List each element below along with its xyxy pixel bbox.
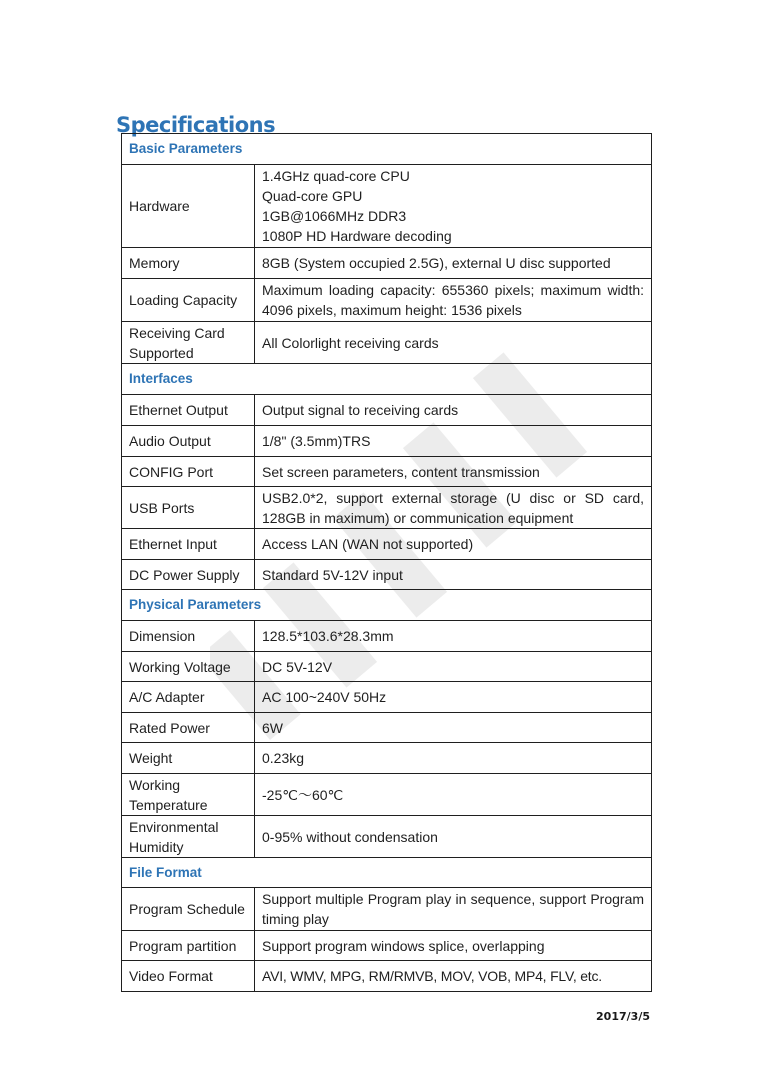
table-row <box>122 248 652 279</box>
page-title: Specifications <box>116 113 276 138</box>
row-label: USB Ports <box>122 487 255 529</box>
row-value: 0-95% without condensation <box>255 816 652 858</box>
section-header-row <box>122 858 652 888</box>
row-value: USB2.0*2, support external storage (U disc or SD card, 128GB in maximum) or communication equipment <box>255 487 652 529</box>
table-row <box>122 652 652 682</box>
section-header-row <box>122 134 652 165</box>
row-label: Audio Output <box>122 426 255 457</box>
section-header-row <box>122 590 652 621</box>
table-row <box>122 816 652 858</box>
row-value: AC 100~240V 50Hz <box>255 682 652 713</box>
table-row <box>122 560 652 590</box>
row-value: All Colorlight receiving cards <box>255 322 652 364</box>
section-title: Basic Parameters <box>122 134 652 165</box>
row-label: CONFIG Port <box>122 457 255 487</box>
row-label: Hardware <box>122 165 255 248</box>
section-title: File Format <box>122 858 652 888</box>
section-title: Physical Parameters <box>122 590 652 621</box>
row-value: 8GB (System occupied 2.5G), external U disc supported <box>255 248 652 279</box>
row-label: Program Schedule <box>122 888 255 931</box>
value-line: Quad-core GPU <box>262 188 363 204</box>
row-label: Ethernet Output <box>122 395 255 426</box>
row-label: Weight <box>122 743 255 774</box>
table-row <box>122 487 652 529</box>
section-header-row <box>122 364 652 395</box>
row-value: 1/8" (3.5mm)TRS <box>255 426 652 457</box>
row-label: Rated Power <box>122 713 255 743</box>
table-row <box>122 888 652 931</box>
row-value: Support program windows splice, overlapping <box>255 931 652 961</box>
row-label: A/C Adapter <box>122 682 255 713</box>
table-row <box>122 743 652 774</box>
row-label: Loading Capacity <box>122 279 255 322</box>
row-value: 128.5*103.6*28.3mm <box>255 621 652 652</box>
table-row <box>122 395 652 426</box>
specifications-table <box>121 133 652 992</box>
row-label: Memory <box>122 248 255 279</box>
row-label: Program partition <box>122 931 255 961</box>
row-value: Support multiple Program play in sequence, support Program timing play <box>255 888 652 931</box>
table-row <box>122 931 652 961</box>
table-row <box>122 961 652 992</box>
value-line: 1.4GHz quad-core CPU <box>262 168 410 184</box>
table-row <box>122 457 652 487</box>
table-row <box>122 529 652 560</box>
table-row <box>122 774 652 816</box>
row-value: Standard 5V-12V input <box>255 560 652 590</box>
row-value: Access LAN (WAN not supported) <box>255 529 652 560</box>
row-label: Working Voltage <box>122 652 255 682</box>
row-value: 6W <box>255 713 652 743</box>
row-value: DC 5V-12V <box>255 652 652 682</box>
table-body <box>122 134 652 992</box>
row-label: Receiving Card Supported <box>122 322 255 364</box>
row-label: DC Power Supply <box>122 560 255 590</box>
value-line: 1GB@1066MHz DDR3 <box>262 208 407 224</box>
table-row <box>122 279 652 322</box>
row-value: Set screen parameters, content transmission <box>255 457 652 487</box>
row-label: Ethernet Input <box>122 529 255 560</box>
table-row <box>122 165 652 248</box>
value-line: 1080P HD Hardware decoding <box>262 228 452 244</box>
table-row <box>122 322 652 364</box>
table-row <box>122 426 652 457</box>
row-value: 0.23kg <box>255 743 652 774</box>
section-title: Interfaces <box>122 364 652 395</box>
row-label: Working Temperature <box>122 774 255 816</box>
row-value: AVI, WMV, MPG, RM/RMVB, MOV, VOB, MP4, FLV, etc. <box>255 961 652 992</box>
row-value: Output signal to receiving cards <box>255 395 652 426</box>
table-row <box>122 621 652 652</box>
footer-date: 2017/3/5 <box>596 1010 650 1023</box>
row-label: Dimension <box>122 621 255 652</box>
table-row <box>122 682 652 713</box>
table-row <box>122 713 652 743</box>
row-value: Maximum loading capacity: 655360 pixels; maximum width: 4096 pixels, maximum height: 1536 pixels <box>255 279 652 322</box>
row-value <box>255 165 652 248</box>
row-label: Video Format <box>122 961 255 992</box>
row-label: Environmental Humidity <box>122 816 255 858</box>
row-value: -25℃～60℃ <box>255 774 652 816</box>
